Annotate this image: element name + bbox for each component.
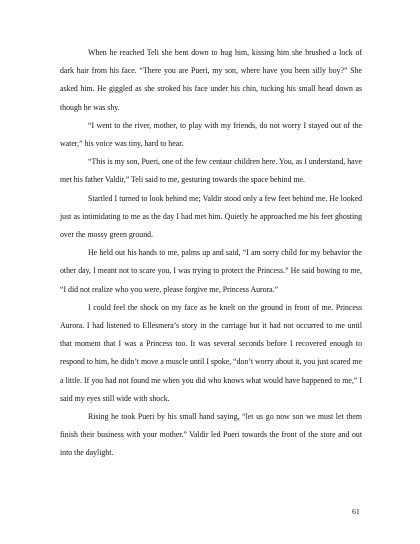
paragraph: I could feel the shock on my face as he knelt on the ground in front of me. Princess Aurora. I had listened to Ellesmera’s story in the carriage but it had not occurred to me until that moment that I was a Princess too. It was several seconds before I recovered enough to respond to him, he didn’t move a muscle until I spoke, “don’t worry about it, you just scared me a little. If you had not found me when you did who knows what would have happened to me,” I said my eyes still wide with shock. — [60, 302, 362, 403]
paragraph: When he reached Teli she bent down to hug him, kissing him she brushed a lock of dark hair from his face. “There you are Pueri, my son, where have you been silly boy?” She asked him. He giggled as she stroked his face under his chin, tucking his small head down as though he was shy. — [60, 48, 362, 112]
body-text — [60, 44, 362, 463]
paragraph: “This is my son, Pueri, one of the few centaur children here. You, as I understand, have met his father Valdir,” Teli said to me, gesturing towards the space behind me. — [60, 157, 362, 185]
paragraph: He held out his hands to me, palms up and said, “I am sorry child for my behavior the other day, I meant not to scare you, I was trying to protect the Princess.” He said bowing to me, “I did not realize who you were, please forgive me, Princess Aurora.” — [60, 248, 362, 294]
paragraph: Startled I turned to look behind me; Valdir stood only a few feet behind me. He looked just as intimidating to me as the day I had met him. Quietly he approached me his feet ghosting over the mossy green ground. — [60, 193, 362, 240]
paragraph: “I went to the river, mother, to play with my friends, do not worry I stayed out of the water,” his voice was tiny, hard to hear. — [60, 120, 362, 149]
page-number: 61 — [352, 507, 360, 516]
paragraph: Rising he took Pueri by his small hand saying, “let us go now son we must let them finish their business with your mother.” Valdir led Pueri towards the front of the store and out into the daylight. — [60, 412, 362, 458]
